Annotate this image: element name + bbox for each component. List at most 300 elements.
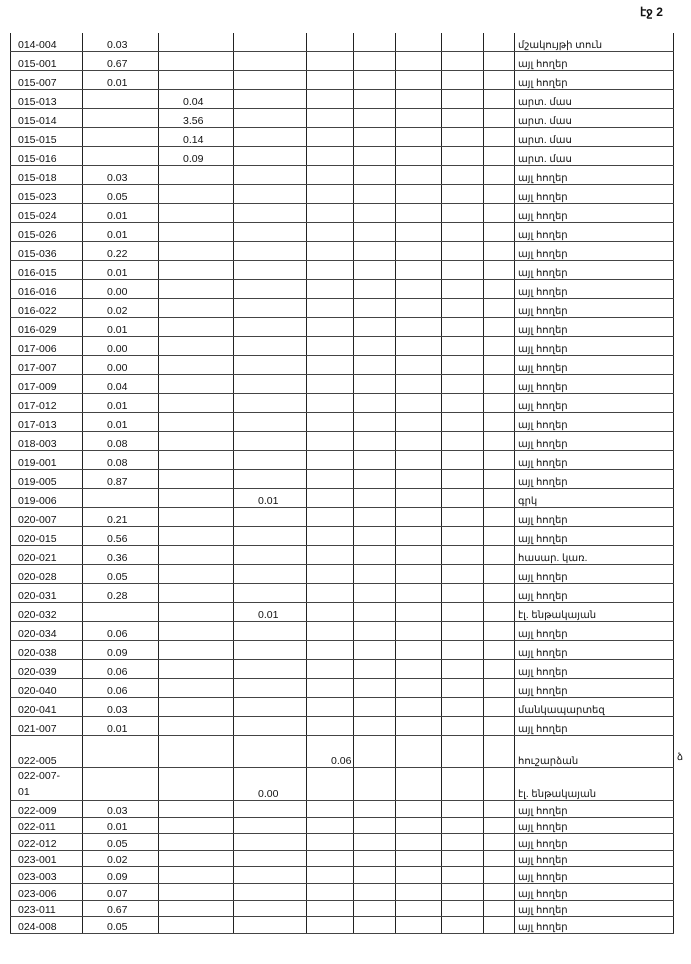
area-value-col-2: 0.04	[159, 90, 234, 109]
area-value-col-5	[354, 185, 396, 204]
land-use-label: այլ հողեր	[515, 679, 674, 698]
area-value-col-7	[442, 52, 484, 71]
area-value-col-8	[484, 204, 515, 223]
land-use-label: այլ հողեր	[515, 660, 674, 679]
area-value-col-5	[354, 356, 396, 375]
area-value-col-4	[307, 71, 354, 90]
area-value-col-5	[354, 432, 396, 451]
area-value-col-3	[234, 337, 307, 356]
area-value-col-1: 0.28	[83, 584, 159, 603]
area-value-col-4	[307, 867, 354, 884]
area-value-col-1: 0.05	[83, 834, 159, 851]
area-value-col-3	[234, 900, 307, 917]
area-value-col-2	[159, 717, 234, 736]
land-use-label: այլ հողեր	[515, 584, 674, 603]
area-value-col-3	[234, 299, 307, 318]
land-use-label: այլ հողեր	[515, 883, 674, 900]
table-row	[11, 717, 674, 736]
area-value-col-5	[354, 584, 396, 603]
area-value-col-5	[354, 565, 396, 584]
area-value-col-4	[307, 698, 354, 717]
table-row	[11, 801, 674, 818]
area-value-col-3	[234, 109, 307, 128]
area-value-col-4	[307, 299, 354, 318]
table-row	[11, 489, 674, 508]
area-value-col-6	[396, 451, 442, 470]
area-value-col-3	[234, 52, 307, 71]
area-value-col-7	[442, 185, 484, 204]
parcel-code: 020-007	[11, 508, 83, 527]
area-value-col-8	[484, 128, 515, 147]
area-value-col-6	[396, 375, 442, 394]
table-row	[11, 917, 674, 934]
area-value-col-8	[484, 900, 515, 917]
area-value-col-4	[307, 660, 354, 679]
area-value-col-5	[354, 451, 396, 470]
area-value-col-2: 3.56	[159, 109, 234, 128]
area-value-col-2	[159, 883, 234, 900]
area-value-col-3	[234, 850, 307, 867]
area-value-col-6	[396, 394, 442, 413]
land-use-label: այլ հողեր	[515, 261, 674, 280]
area-value-col-4	[307, 109, 354, 128]
area-value-col-6	[396, 622, 442, 641]
parcel-code: 022-005	[11, 736, 83, 768]
parcel-code: 015-015	[11, 128, 83, 147]
area-value-col-6	[396, 223, 442, 242]
table-row	[11, 527, 674, 546]
area-value-col-2	[159, 375, 234, 394]
area-value-col-7	[442, 356, 484, 375]
land-use-label: այլ հողեր	[515, 318, 674, 337]
area-value-col-2	[159, 834, 234, 851]
area-value-col-4	[307, 622, 354, 641]
area-value-col-3	[234, 128, 307, 147]
area-value-col-7	[442, 850, 484, 867]
area-value-col-1	[83, 603, 159, 622]
area-value-col-3	[234, 185, 307, 204]
area-value-col-7	[442, 584, 484, 603]
land-use-label: այլ հողեր	[515, 52, 674, 71]
parcel-code: 019-005	[11, 470, 83, 489]
area-value-col-7	[442, 660, 484, 679]
area-value-col-7	[442, 698, 484, 717]
area-value-col-2	[159, 801, 234, 818]
parcel-code: 020-041	[11, 698, 83, 717]
area-value-col-2	[159, 337, 234, 356]
table-row	[11, 508, 674, 527]
table-row	[11, 394, 674, 413]
parcel-code: 022-011	[11, 817, 83, 834]
area-value-col-3	[234, 166, 307, 185]
area-value-col-3	[234, 223, 307, 242]
area-value-col-4	[307, 337, 354, 356]
table-row	[11, 375, 674, 394]
area-value-col-4	[307, 261, 354, 280]
area-value-col-6	[396, 90, 442, 109]
area-value-col-4	[307, 470, 354, 489]
area-value-col-2	[159, 850, 234, 867]
area-value-col-2	[159, 356, 234, 375]
area-value-col-7	[442, 147, 484, 166]
area-value-col-4	[307, 584, 354, 603]
area-value-col-7	[442, 736, 484, 768]
area-value-col-7	[442, 280, 484, 299]
area-value-col-4	[307, 768, 354, 801]
area-value-col-5	[354, 917, 396, 934]
area-value-col-4	[307, 280, 354, 299]
area-value-col-1: 0.06	[83, 679, 159, 698]
area-value-col-7	[442, 223, 484, 242]
area-value-col-8	[484, 850, 515, 867]
area-value-col-3	[234, 375, 307, 394]
area-value-col-3	[234, 565, 307, 584]
area-value-col-8	[484, 337, 515, 356]
parcel-code: 022-012	[11, 834, 83, 851]
parcel-code: 019-006	[11, 489, 83, 508]
land-use-label: այլ հողեր	[515, 166, 674, 185]
area-value-col-1	[83, 109, 159, 128]
area-value-col-6	[396, 584, 442, 603]
land-use-label: այլ հողեր	[515, 337, 674, 356]
land-use-label: գրկ	[515, 489, 674, 508]
area-value-col-4	[307, 508, 354, 527]
area-value-col-3	[234, 801, 307, 818]
area-value-col-5	[354, 33, 396, 52]
area-value-col-4	[307, 128, 354, 147]
area-value-col-1	[83, 128, 159, 147]
area-value-col-3	[234, 584, 307, 603]
area-value-col-2	[159, 641, 234, 660]
area-value-col-1: 0.09	[83, 641, 159, 660]
area-value-col-3	[234, 660, 307, 679]
table-row	[11, 204, 674, 223]
parcel-code: 017-006	[11, 337, 83, 356]
area-value-col-6	[396, 147, 442, 166]
area-value-col-7	[442, 489, 484, 508]
area-value-col-2	[159, 768, 234, 801]
table-row	[11, 451, 674, 470]
area-value-col-8	[484, 867, 515, 884]
area-value-col-7	[442, 834, 484, 851]
parcel-code: 015-014	[11, 109, 83, 128]
area-value-col-1: 0.03	[83, 698, 159, 717]
area-value-col-2	[159, 261, 234, 280]
table-row	[11, 223, 674, 242]
area-value-col-7	[442, 375, 484, 394]
area-value-col-4	[307, 883, 354, 900]
parcel-code: 023-006	[11, 883, 83, 900]
area-value-col-2	[159, 622, 234, 641]
land-use-label: այլ հողեր	[515, 223, 674, 242]
area-value-col-6	[396, 33, 442, 52]
table-row	[11, 867, 674, 884]
area-value-col-6	[396, 280, 442, 299]
margin-mark: ձ	[677, 752, 684, 763]
land-use-label: այլ հողեր	[515, 801, 674, 818]
parcel-code: 016-022	[11, 299, 83, 318]
area-value-col-5	[354, 470, 396, 489]
area-value-col-4	[307, 147, 354, 166]
table-row	[11, 546, 674, 565]
table-row	[11, 900, 674, 917]
land-use-label: այլ հողեր	[515, 242, 674, 261]
area-value-col-1: 0.03	[83, 166, 159, 185]
table-row	[11, 883, 674, 900]
area-value-col-3	[234, 867, 307, 884]
area-value-col-8	[484, 489, 515, 508]
area-value-col-2	[159, 900, 234, 917]
area-value-col-5	[354, 660, 396, 679]
area-value-col-8	[484, 71, 515, 90]
area-value-col-1: 0.01	[83, 318, 159, 337]
area-value-col-6	[396, 356, 442, 375]
land-use-label: արտ. մաս	[515, 128, 674, 147]
area-value-col-4	[307, 90, 354, 109]
area-value-col-1: 0.06	[83, 660, 159, 679]
area-value-col-2	[159, 565, 234, 584]
area-value-col-4	[307, 641, 354, 660]
area-value-col-5	[354, 299, 396, 318]
area-value-col-7	[442, 867, 484, 884]
area-value-col-5	[354, 489, 396, 508]
parcel-code: 015-036	[11, 242, 83, 261]
parcel-code: 015-024	[11, 204, 83, 223]
table-row	[11, 641, 674, 660]
land-use-label: այլ հողեր	[515, 641, 674, 660]
area-value-col-8	[484, 413, 515, 432]
table-row	[11, 817, 674, 834]
area-value-col-6	[396, 801, 442, 818]
area-value-col-8	[484, 641, 515, 660]
area-value-col-4	[307, 166, 354, 185]
land-use-label: հուշարձան	[515, 736, 674, 768]
area-value-col-7	[442, 817, 484, 834]
area-value-col-6	[396, 128, 442, 147]
area-value-col-6	[396, 185, 442, 204]
area-value-col-2	[159, 867, 234, 884]
area-value-col-7	[442, 768, 484, 801]
area-value-col-8	[484, 185, 515, 204]
area-value-col-2	[159, 394, 234, 413]
area-value-col-2	[159, 242, 234, 261]
area-value-col-1: 0.21	[83, 508, 159, 527]
area-value-col-7	[442, 109, 484, 128]
parcel-code: 024-008	[11, 917, 83, 934]
area-value-col-2	[159, 603, 234, 622]
area-value-col-3	[234, 242, 307, 261]
area-value-col-5	[354, 801, 396, 818]
area-value-col-8	[484, 698, 515, 717]
parcel-code: 015-023	[11, 185, 83, 204]
area-value-col-7	[442, 33, 484, 52]
area-value-col-2	[159, 223, 234, 242]
area-value-col-1: 0.01	[83, 223, 159, 242]
area-value-col-7	[442, 603, 484, 622]
area-value-col-4	[307, 204, 354, 223]
area-value-col-5	[354, 768, 396, 801]
area-value-col-3	[234, 356, 307, 375]
area-value-col-5	[354, 223, 396, 242]
table-row	[11, 698, 674, 717]
area-value-col-5	[354, 318, 396, 337]
area-value-col-7	[442, 679, 484, 698]
area-value-col-6	[396, 867, 442, 884]
area-value-col-3	[234, 90, 307, 109]
table-row	[11, 850, 674, 867]
area-value-col-1: 0.00	[83, 280, 159, 299]
area-value-col-4	[307, 850, 354, 867]
land-use-label: էլ. ենթակայան	[515, 768, 674, 801]
area-value-col-1: 0.01	[83, 261, 159, 280]
table-row	[11, 834, 674, 851]
area-value-col-8	[484, 834, 515, 851]
area-value-col-4	[307, 717, 354, 736]
land-use-label: այլ հողեր	[515, 622, 674, 641]
area-value-col-5	[354, 394, 396, 413]
area-value-col-3	[234, 394, 307, 413]
area-value-col-8	[484, 660, 515, 679]
area-value-col-7	[442, 90, 484, 109]
area-value-col-7	[442, 204, 484, 223]
table-row	[11, 147, 674, 166]
area-value-col-5	[354, 204, 396, 223]
area-value-col-7	[442, 801, 484, 818]
area-value-col-7	[442, 508, 484, 527]
parcel-code: 023-003	[11, 867, 83, 884]
table-row	[11, 660, 674, 679]
land-use-label: այլ հողեր	[515, 280, 674, 299]
area-value-col-2	[159, 817, 234, 834]
area-value-col-8	[484, 768, 515, 801]
area-value-col-5	[354, 834, 396, 851]
area-value-col-8	[484, 147, 515, 166]
table-row	[11, 470, 674, 489]
area-value-col-6	[396, 603, 442, 622]
parcel-code: 015-026	[11, 223, 83, 242]
area-value-col-6	[396, 679, 442, 698]
area-value-col-6	[396, 768, 442, 801]
area-value-col-6	[396, 900, 442, 917]
area-value-col-6	[396, 489, 442, 508]
area-value-col-6	[396, 318, 442, 337]
area-value-col-2	[159, 917, 234, 934]
area-value-col-5	[354, 736, 396, 768]
area-value-col-7	[442, 641, 484, 660]
area-value-col-2	[159, 318, 234, 337]
area-value-col-8	[484, 622, 515, 641]
area-value-col-8	[484, 280, 515, 299]
area-value-col-1: 0.01	[83, 394, 159, 413]
land-use-label: այլ հողեր	[515, 565, 674, 584]
area-value-col-1: 0.67	[83, 52, 159, 71]
area-value-col-4	[307, 527, 354, 546]
area-value-col-6	[396, 299, 442, 318]
area-value-col-7	[442, 299, 484, 318]
parcel-code: 020-031	[11, 584, 83, 603]
area-value-col-8	[484, 375, 515, 394]
land-use-label: այլ հողեր	[515, 432, 674, 451]
table-row	[11, 299, 674, 318]
area-value-col-5	[354, 603, 396, 622]
area-value-col-6	[396, 432, 442, 451]
area-value-col-4	[307, 834, 354, 851]
area-value-col-7	[442, 432, 484, 451]
table-row	[11, 280, 674, 299]
land-use-label: այլ հողեր	[515, 817, 674, 834]
area-value-col-6	[396, 413, 442, 432]
area-value-col-3	[234, 508, 307, 527]
area-value-col-8	[484, 166, 515, 185]
area-value-col-8	[484, 584, 515, 603]
table-row	[11, 603, 674, 622]
area-value-col-6	[396, 204, 442, 223]
parcel-code: 016-015	[11, 261, 83, 280]
area-value-col-1: 0.05	[83, 917, 159, 934]
area-value-col-8	[484, 817, 515, 834]
land-use-label: այլ հողեր	[515, 356, 674, 375]
area-value-col-6	[396, 71, 442, 90]
area-value-col-3	[234, 641, 307, 660]
area-value-col-1: 0.09	[83, 867, 159, 884]
area-value-col-8	[484, 801, 515, 818]
area-value-col-5	[354, 817, 396, 834]
area-value-col-1: 0.04	[83, 375, 159, 394]
area-value-col-5	[354, 261, 396, 280]
area-value-col-3	[234, 432, 307, 451]
area-value-col-2	[159, 698, 234, 717]
land-use-label: այլ հողեր	[515, 867, 674, 884]
area-value-col-4	[307, 565, 354, 584]
area-value-col-7	[442, 883, 484, 900]
parcel-code: 017-013	[11, 413, 83, 432]
land-use-label: այլ հողեր	[515, 900, 674, 917]
area-value-col-5	[354, 109, 396, 128]
area-value-col-5	[354, 622, 396, 641]
area-value-col-7	[442, 451, 484, 470]
area-value-col-5	[354, 527, 396, 546]
area-value-col-1: 0.01	[83, 717, 159, 736]
area-value-col-1: 0.36	[83, 546, 159, 565]
area-value-col-6	[396, 508, 442, 527]
table-row	[11, 261, 674, 280]
table-row	[11, 356, 674, 375]
area-value-col-2	[159, 527, 234, 546]
land-use-label: այլ հողեր	[515, 451, 674, 470]
area-value-col-5	[354, 413, 396, 432]
area-value-col-1: 0.67	[83, 900, 159, 917]
table-row	[11, 185, 674, 204]
area-value-col-7	[442, 917, 484, 934]
area-value-col-3: 0.01	[234, 489, 307, 508]
area-value-col-6	[396, 52, 442, 71]
area-value-col-3	[234, 622, 307, 641]
area-value-col-8	[484, 883, 515, 900]
table-row	[11, 128, 674, 147]
table-row	[11, 318, 674, 337]
area-value-col-1: 0.02	[83, 299, 159, 318]
area-value-col-8	[484, 527, 515, 546]
area-value-col-8	[484, 603, 515, 622]
land-use-label: այլ հողեր	[515, 375, 674, 394]
table-row	[11, 432, 674, 451]
area-value-col-6	[396, 242, 442, 261]
area-value-col-8	[484, 33, 515, 52]
area-value-col-4	[307, 489, 354, 508]
parcel-code: 022-007- 01	[11, 768, 83, 801]
area-value-col-7	[442, 394, 484, 413]
parcel-code: 015-013	[11, 90, 83, 109]
